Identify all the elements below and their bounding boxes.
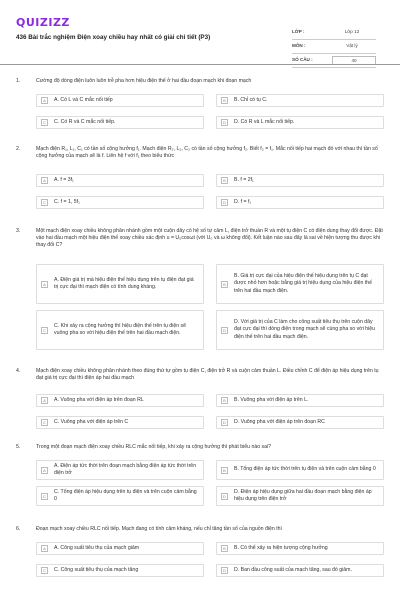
option-letter: D: [221, 327, 228, 334]
question-5: [10, 444, 390, 524]
option-letter: C: [41, 119, 48, 126]
option-c[interactable]: [36, 196, 204, 209]
option-letter: C: [41, 327, 48, 334]
meta-value: Lớp 12: [344, 29, 360, 35]
question-6: [10, 526, 390, 596]
question-text: Mạch điện R₁, L₁, C₁ có tần số cộng hưởng f₁. Mạch điện R₂, L₂, C₂ có tần số cộng hưởng f₂. Biết f₂ = f₁. Mắc nối tiếp hai mạch đó với nhau thì tần số cộng hưởng của mạch sẽ là f. Liên hệ f với f₁ theo biểu thức: [36, 146, 378, 160]
option-text: B. Giá trị cực đại của hiệu điện thế hiệu dụng trên tụ C đạt được nhỏ hơn hoặc bằng giá trị hiệu dụng của hiệu điện thế trên hai đầu mạch điện.: [234, 273, 373, 294]
option-c[interactable]: [36, 564, 204, 577]
option-c[interactable]: [36, 116, 204, 129]
option-letter: C: [41, 567, 48, 574]
option-text: C. Tổng điện áp hiệu dụng trên tụ điện và trên cuộn cảm bằng 0: [54, 488, 197, 502]
option-letter: D: [221, 493, 228, 500]
option-letter: D: [221, 119, 228, 126]
option-c[interactable]: [36, 486, 204, 506]
option-a[interactable]: [36, 94, 204, 107]
meta-row-subject: [292, 40, 376, 54]
option-b[interactable]: [216, 394, 384, 407]
question-number: 5.: [16, 444, 21, 450]
option-a[interactable]: [36, 460, 204, 480]
option-d[interactable]: [216, 116, 384, 129]
option-text: A. Vuông pha với điện áp trên đoạn RL: [54, 396, 144, 403]
option-d[interactable]: [216, 486, 384, 506]
option-letter: B: [221, 177, 228, 184]
option-text: A. Điện giá trị mà hiệu điện thế hiệu dụng trên tụ điện đạt giá trị cực đại thì mạch điện có tính dung kháng.: [54, 276, 194, 290]
option-d[interactable]: [216, 196, 384, 209]
option-text: D. Điện áp hiệu dụng giữa hai đầu đoạn mạch bằng điện áp hiệu dụng trên điện trở: [234, 488, 372, 502]
question-4: [10, 368, 390, 444]
question-3: [10, 228, 390, 364]
option-text: D. Có R và L mắc nối tiếp.: [234, 118, 295, 125]
option-text: C. Khi xảy ra cộng hưởng thì hiệu điện thế trên tụ điện sẽ vuông pha so với hiệu điện thế trên hai đầu mạch điện.: [54, 322, 187, 336]
option-text: A. Có L và C mắc nối tiếp: [54, 96, 113, 103]
meta-row-count: [292, 54, 376, 68]
option-b[interactable]: [216, 460, 384, 480]
meta-key: MÔN :: [292, 43, 306, 49]
question-1: [10, 78, 390, 142]
option-text: B. Chỉ có tụ C.: [234, 96, 268, 103]
meta-table: [292, 26, 376, 68]
option-a[interactable]: [36, 542, 204, 555]
option-letter: B: [221, 97, 228, 104]
option-letter: D: [221, 567, 228, 574]
header-divider: [0, 64, 400, 65]
meta-key: LỚP :: [292, 29, 305, 35]
option-text: B. Tổng điện áp tức thời trên tụ điện và trên cuộn cảm bằng 0: [234, 466, 376, 473]
option-a[interactable]: [36, 264, 204, 304]
option-letter: C: [41, 199, 48, 206]
option-text: A. Công suất tiêu thụ của mạch giảm: [54, 544, 140, 551]
option-letter: A: [41, 467, 48, 474]
option-text: B. Có thể xảy ra hiện tượng cộng hưởng: [234, 544, 328, 551]
option-letter: A: [41, 177, 48, 184]
option-d[interactable]: [216, 310, 384, 350]
option-c[interactable]: [36, 416, 204, 429]
option-text: C. Công suất tiêu thụ của mạch tăng: [54, 566, 139, 573]
question-text: Một mạch điện xoay chiều không phân nhánh gồm một cuộn dây có hệ số tự cảm L, điện trở thuần R và một tụ điện C có điện dung thay đổi được. Đặt vào hai đầu mạch một hiệu điện thế xoay chiều xác định u = U₀cosωt (với U₀ và ω không đổi). Kết luận nào sau đây là sai về hiện tượng thu được khi thay đổi C?: [36, 228, 383, 249]
page-title: 436 Bài trắc nghiệm Điện xoay chiều hay nhất có giải chi tiết (P3): [16, 34, 211, 41]
option-b[interactable]: [216, 542, 384, 555]
document-header: [10, 12, 390, 62]
meta-row-class: [292, 26, 376, 40]
option-letter: A: [41, 397, 48, 404]
option-a[interactable]: [36, 174, 204, 187]
question-number: 3.: [16, 228, 21, 234]
option-text: D. Với giá trị của C làm cho công suất tiêu thụ trên cuộn dây đạt cực đại thì dòng điện trong mạch sẽ cùng pha so với hiệu điện thế trên hai đầu mạch điện.: [234, 319, 375, 340]
question-text: Trong một đoạn mạch điện xoay chiều RLC mắc nối tiếp, khi xảy ra cộng hưởng thì phát biểu nào sai?: [36, 444, 272, 450]
option-c[interactable]: [36, 310, 204, 350]
option-text: C. Có R và C mắc nối tiếp.: [54, 118, 116, 125]
option-text: B. f = 2f₁: [234, 176, 254, 183]
option-text: D. Vuông pha với điện áp trên đoạn RC: [234, 418, 325, 425]
option-d[interactable]: [216, 416, 384, 429]
question-text: Cường độ dòng điện luôn luôn trễ pha hơn hiệu điện thế ở hai đầu đoạn mạch khi đoạn mạch: [36, 78, 252, 84]
option-text: B. Vuông pha với điện áp trên L.: [234, 396, 309, 403]
question-2: [10, 146, 390, 222]
question-number: 4.: [16, 368, 21, 374]
option-letter: D: [221, 199, 228, 206]
option-b[interactable]: [216, 264, 384, 304]
option-letter: D: [221, 419, 228, 426]
option-d[interactable]: [216, 564, 384, 577]
option-text: A. Điện áp tức thời trên đoạn mạch bằng điện áp tức thời trên điện trở: [54, 462, 197, 476]
option-a[interactable]: [36, 394, 204, 407]
question-text: Mạch điện xoay chiều không phân nhánh theo đúng thứ tự gồm tụ điện C, điện trở R và cuộn cảm thuần L. Điều chỉnh C để điện áp hiệu dụng trên tụ đạt giá trị cực đại thì điện áp hai đầu mạch: [36, 368, 379, 382]
option-text: C. Vuông pha với điện áp trên C: [54, 418, 129, 425]
option-letter: C: [41, 419, 48, 426]
option-letter: B: [221, 397, 228, 404]
option-letter: A: [41, 281, 48, 288]
meta-value: Vật lý: [346, 43, 358, 49]
option-letter: A: [41, 97, 48, 104]
option-letter: A: [41, 545, 48, 552]
option-b[interactable]: [216, 174, 384, 187]
question-number: 1.: [16, 78, 21, 84]
option-text: A. f = 3f₁: [54, 176, 74, 183]
quizizz-logo[interactable]: QUIZIZZ: [16, 16, 70, 29]
option-text: C. f = 1, 5f₁: [54, 198, 80, 205]
question-number: 6.: [16, 526, 21, 532]
option-letter: C: [41, 493, 48, 500]
meta-value: 40: [332, 56, 376, 65]
meta-key: SỐ CÂU :: [292, 57, 313, 63]
option-letter: B: [221, 467, 228, 474]
option-letter: B: [221, 281, 228, 288]
option-text: D. Ban đầu công suất của mạch tăng, sau đó giảm.: [234, 566, 352, 573]
question-number: 2.: [16, 146, 21, 152]
option-text: D. f = f₁: [234, 198, 252, 205]
option-b[interactable]: [216, 94, 384, 107]
option-letter: B: [221, 545, 228, 552]
question-text: Đoạn mạch xoay chiều RLC nối tiếp. Mạch đang có tính cảm kháng, nếu chỉ tăng tần số của nguồn điện thì: [36, 526, 282, 532]
